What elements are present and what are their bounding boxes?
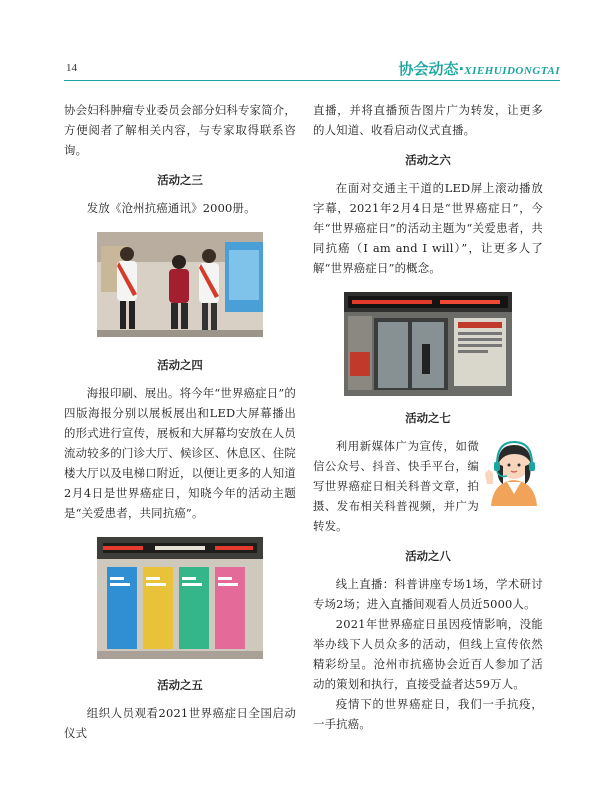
header-rule <box>64 80 560 81</box>
page-number: 14 <box>66 62 77 74</box>
led-screen-entrance-photo <box>344 292 512 396</box>
activity3-photo <box>97 232 263 337</box>
continued-text: 直播，并将直播预告图片广为转发，让更多的人知道、收看启动仪式直播。 <box>313 103 543 137</box>
headset-girl-icon <box>485 436 543 506</box>
activity5-heading: 活动之五 <box>157 678 203 692</box>
activity8-paragraph-3: 疫情下的世界癌症日，我们一手抗疫，一手抗癌。 <box>313 697 543 731</box>
activity7-text: 利用新媒体广为宣传，如微信公众号、抖音、快手平台，编写世界癌症日相关科普文章，拍摄、发布相关科普视频，并广为转发。 <box>313 439 479 533</box>
left-column <box>64 100 296 743</box>
activity6-text: 在面对交通主干道的LED屏上滚动播放字幕，2021年2月4日是“世界癌症日”，今年“世界癌症日”的活动主题为“关爱患者，共同抗癌（I am and I will）”，让更多人了解“世界癌症日”的概念。 <box>313 181 543 275</box>
right-column <box>313 100 543 734</box>
activity7-block <box>313 436 543 536</box>
section-title-cn: 协会动态· <box>398 60 465 78</box>
activity3-heading: 活动之三 <box>157 173 203 187</box>
customer-service-avatar <box>485 436 543 506</box>
activity4-photo <box>97 537 263 659</box>
section-title <box>399 58 560 79</box>
activity8-paragraph-2: 2021年世界癌症日虽因疫情影响，没能举办线下人员众多的活动，但线上宣传依然精彩纷呈。沧州市抗癌协会近百人参加了活动的策划和执行，直接受益者达59万人。 <box>313 617 543 691</box>
poster-boards-photo <box>97 537 263 659</box>
activity8-paragraph-1: 线上直播：科普讲座专场1场，学术研讨专场2场；进入直播间观看人员近5000人。 <box>313 577 543 611</box>
intro-paragraph: 协会妇科肿瘤专业委员会部分妇科专家简介，方便阅者了解相关内容，与专家取得联系咨询。 <box>64 103 296 157</box>
section-title-en: XIEHUIDONGTAI <box>464 65 560 77</box>
volunteers-photo <box>97 232 263 337</box>
activity6-heading: 活动之六 <box>405 153 451 167</box>
activity3-text: 发放《沧州抗癌通讯》2000册。 <box>86 201 256 215</box>
activity4-heading: 活动之四 <box>157 358 203 372</box>
activity7-heading: 活动之七 <box>405 411 451 425</box>
activity4-text: 海报印刷、展出。将今年“世界癌症日”的四版海报分别以展板展出和LED大屏幕播出的形式进行宣传，展板和大屏幕均安放在人员流动较多的门诊大厅、候诊区、休息区、住院楼大厅以及电梯口附近，以便让更多的人知道2月4日是世界癌症日，知晓今年的活动主题是“关爱患者，共同抗癌”。 <box>64 386 296 520</box>
activity8-heading: 活动之八 <box>405 549 451 563</box>
activity6-photo <box>344 292 512 396</box>
activity5-text: 组织人员观看2021世界癌症日全国启动仪式 <box>64 706 296 740</box>
